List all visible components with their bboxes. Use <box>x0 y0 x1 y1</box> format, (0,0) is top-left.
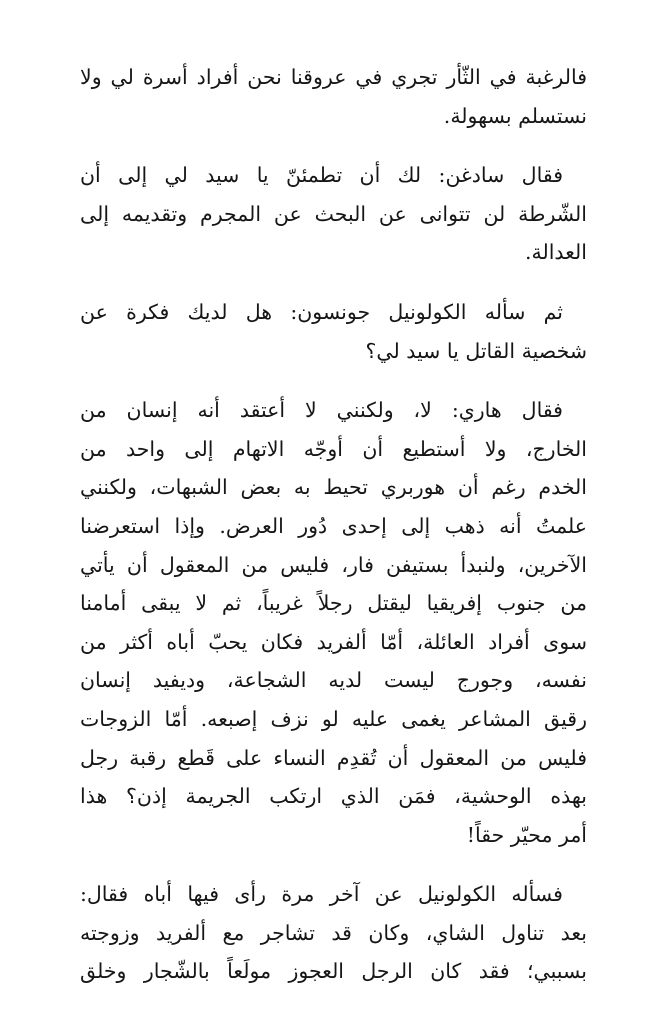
text-line: بعد تناول الشاي، وكان قد تشاجر مع ألفريد وزوجته <box>80 920 587 945</box>
text-line: نفسه، وجورج ليست لديه الشجاعة، وديفيد إنسان <box>80 668 587 693</box>
paragraph <box>80 293 587 370</box>
book-page <box>80 58 587 1012</box>
text-line: فقال هاري: لا، ولكنني لا أعتقد أنه إنسان من <box>80 398 563 423</box>
text-line: الخدم رغم أن هوربري تحيط به بعض الشبهات، ولكنني <box>80 475 587 500</box>
text-line: سوى أفراد العائلة، أمّا ألفريد فكان يحبّ أباه أكثر من <box>80 629 587 654</box>
paragraph <box>80 156 587 272</box>
text-line: فقال سادغن: لك أن تطمئنّ يا سيد لي إلى أن <box>80 163 563 188</box>
text-line: من جنوب إفريقيا ليقتل رجلاً غريباً، ثم لا يبقى أمامنا <box>80 591 587 616</box>
text-line: ثم سأله الكولونيل جونسون: هل لديك فكرة عن <box>80 299 563 324</box>
text-line: الخارج، ولا أستطيع أن أوجّه الاتهام إلى واحد من <box>80 436 587 461</box>
text-line: رقيق المشاعر يغمى عليه لو نزف إصبعه. أمّا الزوجات <box>80 706 587 731</box>
text-line: الشّرطة لن تتوانى عن البحث عن المجرم وتقديمه إلى <box>80 201 587 226</box>
text-line: فالرغبة في الثّأر تجري في عروقنا نحن أفراد أسرة لي ولا <box>80 65 587 89</box>
text-line: فليس من المعقول أن تُقدِم النساء على قَطع رقبة رجل <box>80 745 587 770</box>
paragraph <box>80 875 587 991</box>
text-line: العدالة. <box>524 240 587 265</box>
text-line: بسببي؛ فقد كان الرجل العجوز مولَعاً بالشّجار وخلق <box>80 959 587 984</box>
paragraph <box>80 58 587 135</box>
text-line: نستسلم بسهولة. <box>443 103 587 128</box>
paragraph <box>80 391 587 854</box>
text-line: بهذه الوحشية، فمَن الذي ارتكب الجريمة إذن؟ هذا <box>80 784 587 809</box>
text-line: الآخرين، ولنبدأ بستيفن فار، فليس من المعقول أن يأتي <box>80 552 587 577</box>
text-line: أمر محيّر حقاً! <box>466 822 587 847</box>
text-line: فسأله الكولونيل عن آخر مرة رأى فيها أباه فقال: <box>80 882 563 907</box>
text-line: علمتُ أنه ذهب إلى إحدى دُور العرض. وإذا استعرضنا <box>80 513 587 538</box>
text-line: شخصية القاتل يا سيد لي؟ <box>365 338 587 363</box>
